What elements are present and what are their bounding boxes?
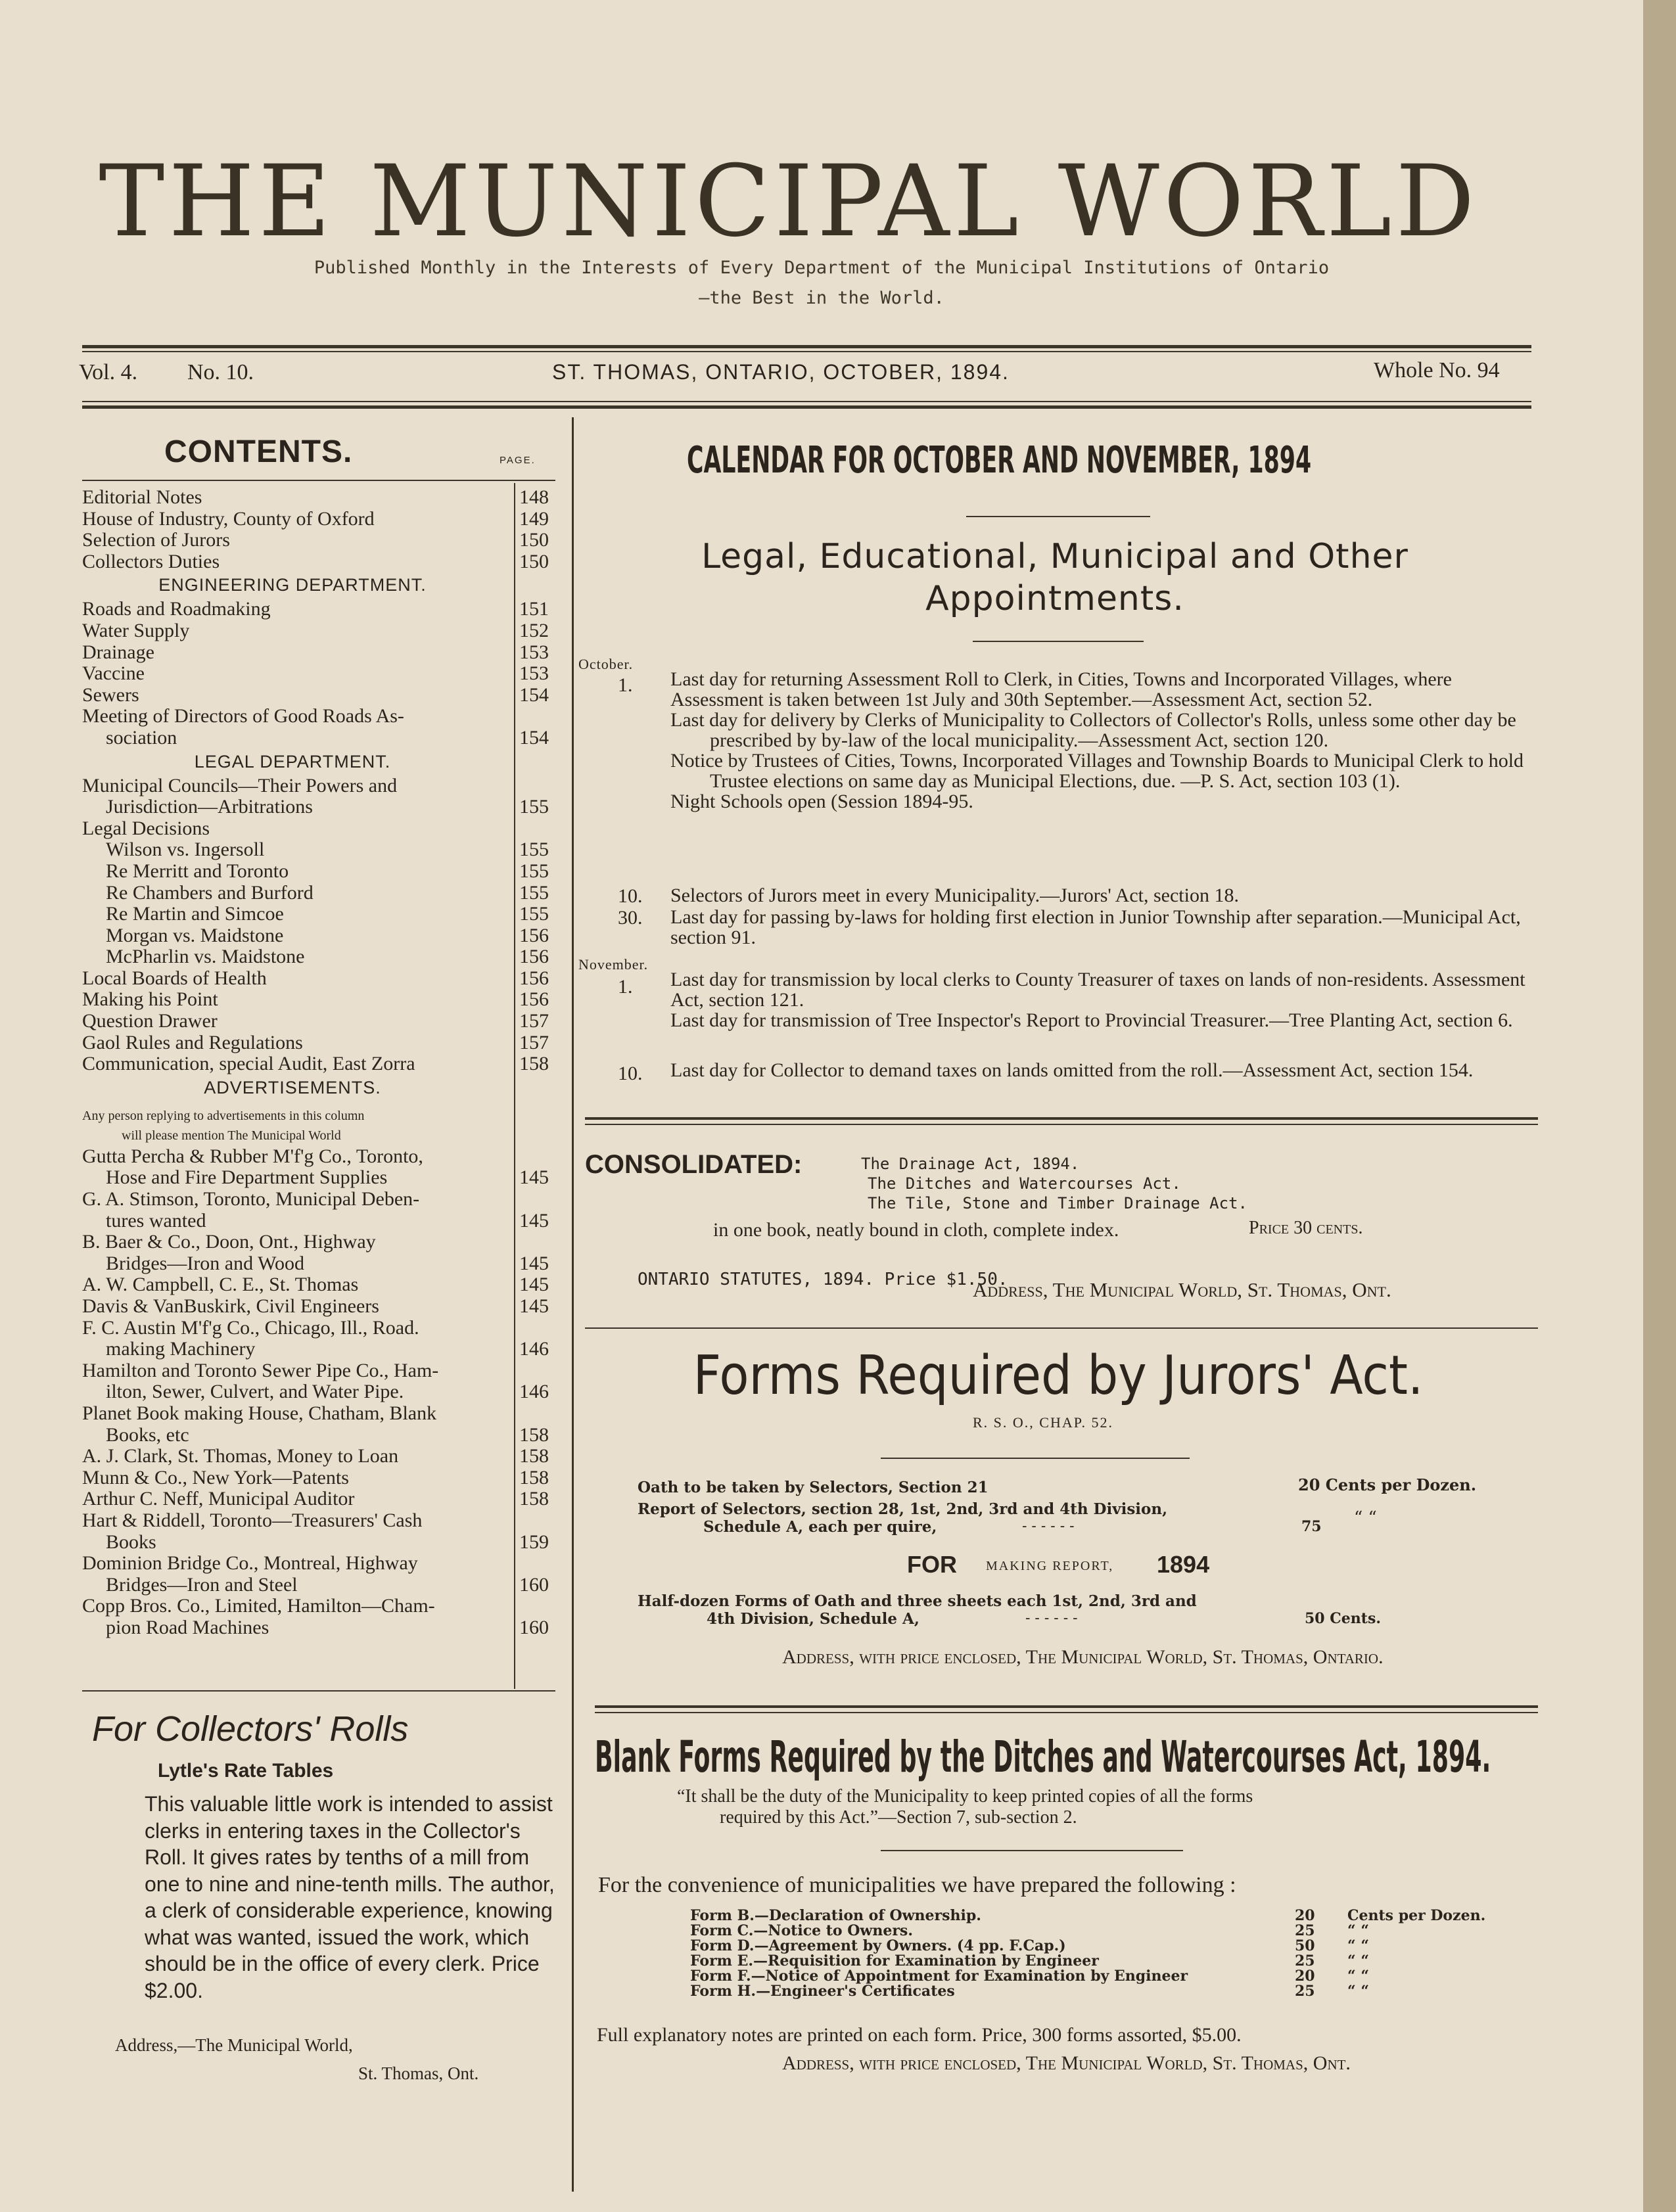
collectors-address-1: Address,—The Municipal World, [115, 2035, 353, 2055]
toc-title: Making his Point [82, 988, 218, 1011]
ad-title: Books, etc [106, 1423, 189, 1446]
form-price: 25 [1295, 1922, 1315, 1939]
blank-forms-quote-2: required by this Act.”—Section 7, sub-section 2. [720, 1807, 1077, 1828]
ad-page: 146 [519, 1381, 549, 1403]
oct-30-entry: Last day for passing by-laws for holding first election in Junior Township after separation.—Municipal Act, section 91. [670, 906, 1521, 948]
whole-number: Whole No. 94 [1374, 358, 1500, 382]
ad-title: B. Baer & Co., Doon, Ont., Highway [82, 1231, 376, 1253]
jurors-end-rule [595, 1705, 1538, 1708]
toc-title: Editorial Notes [82, 486, 202, 508]
ad-row [82, 1381, 555, 1402]
form-price: 50 [1295, 1937, 1315, 1954]
oct-1-entry-b: Last day for delivery by Clerks of Municipality to Collectors of Collector's Rolls, unless some other day be prescribed by by-law of the local municipality.—Assessment Act, section 120. [670, 709, 1516, 751]
blank-forms-intro: For the convenience of municipalities we have prepared the following : [598, 1873, 1236, 1897]
report-form-price: 75 [1301, 1518, 1322, 1535]
toc-row [82, 529, 555, 551]
toc-title: Collectors Duties [82, 550, 220, 572]
toc-row [82, 903, 555, 925]
contents-list [82, 486, 555, 1638]
toc-row [82, 967, 555, 989]
toc-title: House of Industry, County of Oxford [82, 507, 375, 530]
engineering-department-heading: ENGINEERING DEPARTMENT. [158, 575, 427, 595]
oct-10-entry: Selectors of Jurors meet in every Municipality.—Jurors' Act, section 18. [670, 885, 1239, 906]
toc-title: Jurisdiction—Arbitrations [106, 796, 313, 818]
ad-row [82, 1253, 555, 1274]
oct-1-number: 1. [618, 674, 633, 696]
form-unit: “ “ [1347, 1952, 1369, 1970]
toc-row [82, 860, 555, 882]
toc-row [82, 988, 555, 1010]
ad-note-line-1: Any person replying to advertisements in this column [82, 1108, 365, 1123]
ad-title: G. A. Stimson, Toronto, Municipal Deben- [82, 1188, 420, 1210]
ad-page: 158 [519, 1445, 549, 1467]
ad-title: F. C. Austin M'f'g Co., Chicago, Ill., Road. [82, 1316, 419, 1339]
toc-row [82, 796, 555, 818]
toc-row [82, 598, 555, 620]
form-unit: “ “ [1347, 1937, 1369, 1954]
toc-title: Roads and Roadmaking [82, 598, 271, 620]
toc-page: 155 [519, 860, 549, 882]
ad-title: tures wanted [106, 1209, 206, 1232]
oct-1-entry-c: Notice by Trustees of Cities, Towns, Incorporated Villages and Township Boards to Municipal Clerk to hold Trustee elections on same day as Municipal Elections, due. —P. S. Act, section 103 (1). [670, 750, 1524, 792]
toc-title: Drainage [82, 641, 154, 663]
consolidated-item-2: The Ditches and Watercourses Act. [868, 1174, 1181, 1193]
masthead-rule-top [82, 345, 1531, 348]
toc-page: 154 [519, 683, 549, 706]
blank-forms-title: Blank Forms Required by the Ditches and Watercourses Act, 1894. [595, 1732, 1491, 1782]
ad-row [82, 1509, 555, 1531]
form-price: 20 [1295, 1968, 1315, 1985]
ad-title: Bridges—Iron and Steel [106, 1573, 298, 1596]
toc-row [82, 839, 555, 860]
collectors-subtitle: Lytle's Rate Tables [158, 1760, 334, 1782]
column-divider [572, 417, 574, 2192]
form-name: Form E.—Requisition for Examination by Engineer [690, 1952, 1099, 1970]
jurors-rule [881, 1458, 1190, 1459]
nov-1-entry-a: Last day for transmission by local clerks to County Treasurer of taxes on lands of non-residents. Assessment Act, section 121. [670, 969, 1525, 1011]
report-form-line-2: Schedule A, each per quire, [703, 1518, 937, 1536]
consolidated-item-1: The Drainage Act, 1894. [861, 1155, 1080, 1173]
toc-page: 157 [519, 1031, 549, 1053]
toc-page: 157 [519, 1010, 549, 1032]
toc-page: 153 [519, 662, 549, 685]
toc-row [82, 662, 555, 684]
toc-page: 151 [519, 598, 549, 620]
oct-30-number: 30. [618, 907, 643, 929]
ad-row [82, 1338, 555, 1360]
collectors-address-2: St. Thomas, Ont. [358, 2063, 479, 2083]
toc-page: 150 [519, 529, 549, 551]
ad-title: Davis & VanBuskirk, Civil Engineers [82, 1295, 379, 1317]
form-row [690, 1907, 1518, 1922]
toc-row [82, 925, 555, 946]
ad-title: pion Road Machines [106, 1616, 269, 1638]
ad-row [82, 1424, 555, 1446]
toc-row [82, 1053, 555, 1074]
toc-page: 149 [519, 507, 549, 530]
nov-1-entry-b: Last day for transmission of Tree Inspector's Report to Provincial Treasurer.—Tree Planting Act, section 6. [670, 1009, 1513, 1031]
jurors-address: Address, with price enclosed, The Municipal World, St. Thomas, Ontario. [782, 1646, 1384, 1668]
form-row [690, 1983, 1518, 1998]
toc-title: Meeting of Directors of Good Roads As- [82, 705, 404, 727]
ad-title: making Machinery [106, 1338, 256, 1360]
nov-1-entries [670, 969, 1531, 1030]
toc-title: Gaol Rules and Regulations [82, 1031, 303, 1053]
toc-title: Question Drawer [82, 1010, 218, 1032]
oct-1-entries [670, 669, 1531, 812]
making-report-year: 1894 [1157, 1551, 1210, 1578]
toc-page: 156 [519, 924, 549, 946]
form-name: Form C.—Notice to Owners. [690, 1922, 913, 1939]
blank-forms-table [690, 1907, 1518, 1998]
ad-title: A. J. Clark, St. Thomas, Money to Loan [82, 1445, 399, 1467]
form-name: Form B.—Declaration of Ownership. [690, 1907, 981, 1924]
toc-page: 156 [519, 988, 549, 1011]
ad-page: 158 [519, 1488, 549, 1510]
ad-page: 160 [519, 1573, 549, 1596]
report-form-line-1: Report of Selectors, section 28, 1st, 2nd, 3rd and 4th Division, [638, 1500, 1168, 1518]
jurors-forms-title: Forms Required by Jurors' Act. [693, 1345, 1424, 1407]
blank-forms-address: Address, with price enclosed, The Municipal World, St. Thomas, Ont. [782, 2052, 1351, 2074]
toc-page: 155 [519, 839, 549, 861]
toc-page: 154 [519, 726, 549, 749]
ad-title: Gutta Percha & Rubber M'f'g Co., Toronto, [82, 1145, 423, 1167]
toc-title: Communication, special Audit, East Zorra [82, 1053, 415, 1075]
oct-1-entry-d: Night Schools open (Session 1894-95. [670, 791, 973, 812]
toc-row [82, 727, 555, 749]
for-label: FOR [907, 1551, 957, 1578]
toc-row [82, 705, 555, 727]
toc-page: 155 [519, 796, 549, 818]
form-name: Form D.—Agreement by Owners. (4 pp. F.Cap.) [690, 1937, 1066, 1954]
toc-title: Re Chambers and Burford [106, 881, 314, 904]
masthead-tagline [131, 253, 1512, 313]
consolidated-label: CONSOLIDATED: [585, 1150, 803, 1179]
toc-title: Legal Decisions [82, 817, 210, 839]
ontario-statutes: ONTARIO STATUTES, 1894. Price $1.50. [638, 1270, 1008, 1289]
toc-page: 156 [519, 967, 549, 989]
toc-title: sociation [106, 726, 177, 749]
toc-page: 156 [519, 946, 549, 968]
toc-row [82, 641, 555, 663]
legal-department-heading: LEGAL DEPARTMENT. [194, 751, 391, 772]
form-unit: “ “ [1347, 1983, 1369, 2000]
masthead-title: THE MUNICIPAL WORLD [99, 145, 1479, 259]
ad-row [82, 1595, 555, 1617]
ad-note-line-2: will please mention The Municipal World [122, 1128, 341, 1143]
nov-10-entry: Last day for Collector to demand taxes on lands omitted from the roll.—Assessment Act, section 154. [670, 1059, 1474, 1081]
ad-row [82, 1552, 555, 1574]
toc-row [82, 818, 555, 839]
calendar-title-rule [966, 516, 1150, 517]
contents-page-label: PAGE. [500, 455, 536, 466]
toc-row [82, 508, 555, 530]
ad-row [82, 1402, 555, 1424]
volume-label: Vol. 4. [79, 360, 138, 384]
nov-1-number: 1. [618, 976, 633, 998]
ad-page: 145 [519, 1274, 549, 1296]
october-label: October. [578, 656, 634, 672]
ad-row [82, 1360, 555, 1381]
appointments-rule [973, 641, 1144, 642]
page-binding-edge [1643, 0, 1676, 2212]
consolidated-book-line: in one book, neatly bound in cloth, complete index. [713, 1219, 1119, 1241]
ad-row [82, 1574, 555, 1596]
calendar-end-rule [585, 1117, 1538, 1120]
form-unit: Cents per Dozen. [1347, 1907, 1486, 1924]
toc-row [82, 684, 555, 706]
ad-row [82, 1274, 555, 1295]
ad-row [82, 1531, 555, 1553]
ad-title: Copp Bros. Co., Limited, Hamilton—Cham- [82, 1595, 435, 1617]
contents-rule [82, 480, 555, 481]
ad-page: 158 [519, 1423, 549, 1446]
toc-title: Local Boards of Health [82, 967, 267, 989]
ad-row [82, 1210, 555, 1232]
ad-row [82, 1488, 555, 1509]
toc-row [82, 1032, 555, 1053]
toc-row [82, 946, 555, 967]
appointments-line-2: Appointments. [925, 579, 1184, 618]
toc-page: 148 [519, 486, 549, 508]
consolidated-end-rule [585, 1327, 1538, 1329]
masthead-rule-bottom-thick [82, 405, 1531, 409]
toc-row [82, 882, 555, 904]
ad-title: Books [106, 1531, 156, 1553]
contents-end-rule [82, 1690, 555, 1692]
ad-row [82, 1445, 555, 1467]
consolidated-item-3: The Tile, Stone and Timber Drainage Act. [868, 1194, 1247, 1212]
jurors-reference: R. S. O., CHAP. 52. [973, 1414, 1114, 1431]
consolidated-price: Price 30 cents. [1249, 1218, 1363, 1238]
collectors-title: For Collectors' Rolls [92, 1709, 409, 1749]
ad-page: 160 [519, 1616, 549, 1638]
toc-page: 152 [519, 619, 549, 641]
toc-page: 155 [519, 881, 549, 904]
toc-title: Municipal Councils—Their Powers and [82, 774, 398, 796]
calendar-end-rule-thin [585, 1124, 1538, 1125]
advertisements-heading: ADVERTISEMENTS. [204, 1077, 381, 1097]
ad-title: Dominion Bridge Co., Montreal, Highway [82, 1552, 418, 1575]
report-form-leader: - - - - - - [1022, 1518, 1075, 1534]
nov-10-number: 10. [618, 1063, 643, 1084]
place-date: ST. THOMAS, ONTARIO, OCTOBER, 1894. [552, 360, 1010, 384]
toc-title: Morgan vs. Maidstone [106, 924, 284, 946]
half-dozen-line-1: Half-dozen Forms of Oath and three sheets each 1st, 2nd, 3rd and [638, 1592, 1197, 1610]
toc-row [82, 551, 555, 572]
toc-title: Wilson vs. Ingersoll [106, 839, 265, 861]
form-price: 25 [1295, 1983, 1315, 2000]
ad-page: 145 [519, 1166, 549, 1189]
toc-page: 153 [519, 641, 549, 663]
oath-price: 20 Cents per Dozen. [1298, 1475, 1477, 1494]
ad-page: 145 [519, 1209, 549, 1232]
toc-row [82, 620, 555, 641]
masthead-rule-top-thin [82, 351, 1531, 352]
ad-title: Hart & Riddell, Toronto—Treasurers' Cash [82, 1509, 423, 1531]
oct-1-entry-a: Last day for returning Assessment Roll to Clerk, in Cities, Towns and Incorporated Villages, where Assessment is taken between 1st July and 30th September.—Assessment Act, section 52. [670, 668, 1452, 710]
toc-title: Vaccine [82, 662, 145, 685]
ad-row [82, 1231, 555, 1253]
form-row [690, 1952, 1518, 1968]
toc-page: 150 [519, 550, 549, 572]
ad-title: Arthur C. Neff, Municipal Auditor [82, 1488, 355, 1510]
ad-row [82, 1145, 555, 1167]
blank-forms-quote-1: “It shall be the duty of the Municipality to keep printed copies of all the forms [677, 1786, 1253, 1807]
ad-title: ilton, Sewer, Culvert, and Water Pipe. [106, 1381, 404, 1403]
half-dozen-leader: - - - - - - [1025, 1610, 1078, 1626]
ad-title: Bridges—Iron and Wood [106, 1252, 304, 1274]
calendar-title: CALENDAR FOR OCTOBER AND NOVEMBER, 1894 [687, 439, 1312, 482]
toc-row [82, 775, 555, 796]
form-price: 20 [1295, 1907, 1315, 1924]
blank-forms-notes: Full explanatory notes are printed on each form. Price, 300 forms assorted, $5.00. [597, 2024, 1242, 2046]
toc-page: 158 [519, 1053, 549, 1075]
toc-page: 155 [519, 903, 549, 925]
form-row [690, 1922, 1518, 1937]
blank-forms-rule [881, 1850, 1183, 1851]
toc-title: Water Supply [82, 619, 190, 641]
form-unit: “ “ [1347, 1968, 1369, 1985]
ad-title: Munn & Co., New York—Patents [82, 1466, 349, 1488]
form-name: Form F.—Notice of Appointment for Examination by Engineer [690, 1968, 1188, 1985]
half-dozen-line-2: 4th Division, Schedule A, [707, 1610, 919, 1628]
form-row [690, 1937, 1518, 1952]
ad-page: 145 [519, 1252, 549, 1274]
ad-row [82, 1317, 555, 1339]
toc-title: Re Martin and Simcoe [106, 903, 284, 925]
ad-row [82, 1467, 555, 1488]
ad-row [82, 1295, 555, 1317]
toc-title: Selection of Jurors [82, 529, 230, 551]
toc-row [82, 486, 555, 508]
ad-page: 145 [519, 1295, 549, 1317]
appointments-heading [572, 536, 1538, 620]
ad-row [82, 1166, 555, 1188]
oath-form: Oath to be taken by Selectors, Section 21 [638, 1479, 989, 1496]
masthead-rule-bottom [82, 401, 1531, 402]
form-price: 25 [1295, 1952, 1315, 1970]
toc-row [82, 1010, 555, 1032]
report-form-ditto: “ “ [1354, 1508, 1377, 1528]
ad-row [82, 1188, 555, 1210]
jurors-end-rule-thin [595, 1712, 1538, 1713]
half-dozen-price: 50 Cents. [1305, 1610, 1381, 1627]
oct-10-number: 10. [618, 885, 643, 907]
ad-page: 159 [519, 1531, 549, 1553]
ad-title: Hose and Fire Department Supplies [106, 1166, 388, 1189]
contents-title: CONTENTS. [164, 434, 353, 469]
ad-title: Hamilton and Toronto Sewer Pipe Co., Ham- [82, 1359, 439, 1381]
appointments-line-1: Legal, Educational, Municipal and Other [701, 537, 1408, 576]
tagline-line-1: Published Monthly in the Interests of Every Department of the Municipal Institutions of Ontario [314, 258, 1330, 278]
collectors-body: This valuable little work is intended to assist clerks in entering taxes in the Collector's Roll. It gives rates by tenths of a mill from one to nine and nine-tenth mills. The author, a clerk of considerable experience, knowing what was wanted, issued the work, which should be in the office of every clerk. Price $2.00. [145, 1792, 555, 2002]
form-row [690, 1968, 1518, 1983]
toc-title: Sewers [82, 683, 139, 706]
toc-title: Re Merritt and Toronto [106, 860, 289, 882]
number-label: No. 10. [187, 360, 254, 384]
toc-title: McPharlin vs. Maidstone [106, 946, 305, 968]
ad-page: 158 [519, 1466, 549, 1488]
ad-page: 146 [519, 1338, 549, 1360]
form-name: Form H.—Engineer's Certificates [690, 1983, 955, 2000]
november-label: November. [578, 956, 649, 973]
ad-title: A. W. Campbell, C. E., St. Thomas [82, 1274, 359, 1296]
ad-row [82, 1617, 555, 1638]
making-report-label: MAKING REPORT, [986, 1559, 1114, 1573]
ad-title: Planet Book making House, Chatham, Blank [82, 1402, 437, 1424]
form-unit: “ “ [1347, 1922, 1369, 1939]
consolidated-address: Address, The Municipal World, St. Thomas, Ont. [973, 1278, 1391, 1301]
tagline-line-2: —the Best in the World. [699, 288, 944, 308]
